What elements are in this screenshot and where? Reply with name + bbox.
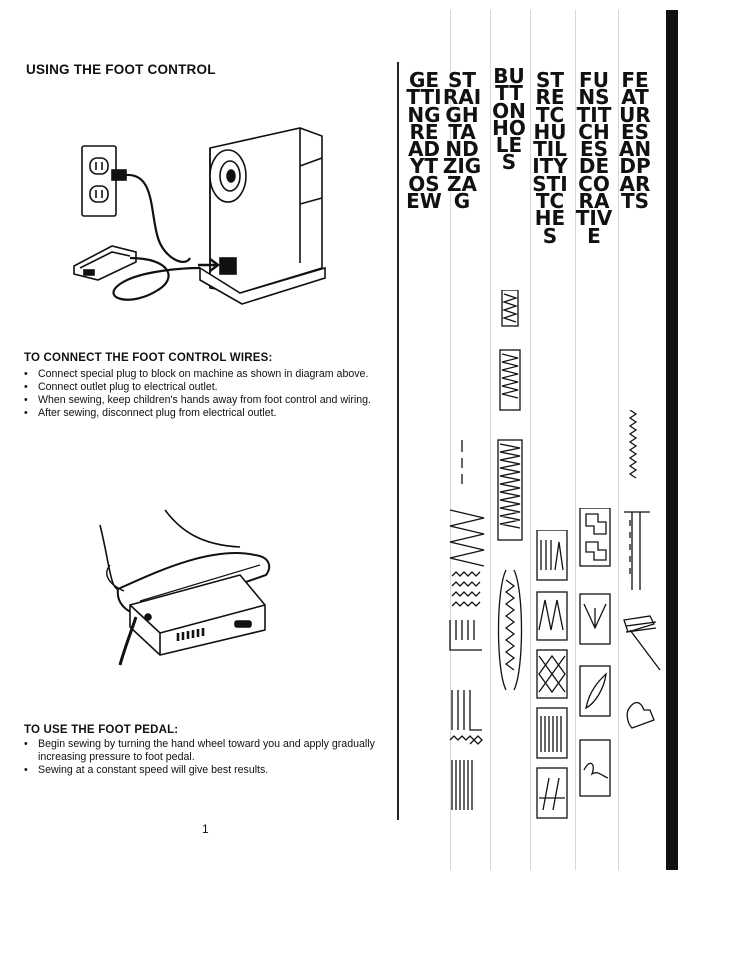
list-item: • Connect special plug to block on machine as shown in diagram above.	[24, 368, 394, 381]
tab-features-and-parts[interactable]: FEATURESANDPARTS	[618, 68, 652, 214]
list-item: • When sewing, keep children's hands away from foot control and wiring.	[24, 394, 394, 407]
list-item: • After sewing, disconnect plug from electrical outlet.	[24, 407, 394, 420]
list-item: • Sewing at a constant speed will give best results.	[24, 764, 394, 777]
tab-stretch-utility-stitches[interactable]: STRETCHUTILITYSTITCHES	[532, 68, 568, 248]
column-divider	[397, 62, 399, 820]
features-samples-icon	[620, 410, 664, 750]
pedal-list	[24, 738, 394, 777]
pedal-heading: TO USE THE FOOT PEDAL:	[24, 724, 179, 736]
list-item: • Connect outlet plug to electrical outlet.	[24, 381, 394, 394]
buttonhole-samples-icon	[492, 290, 528, 710]
zigzag-stitch-samples-icon	[446, 440, 488, 820]
page-number: 1	[202, 822, 209, 836]
tab-buttonholes[interactable]: BUTTONHOLES	[492, 64, 526, 175]
edge-bar	[666, 10, 678, 870]
stretch-stitch-samples-icon	[533, 530, 573, 820]
decorative-stitch-samples-icon	[576, 508, 616, 798]
page-title: USING THE FOOT CONTROL	[26, 62, 216, 77]
foot-pedal-icon	[90, 505, 290, 675]
tab-fun-stitches-decorative[interactable]: FUNSTITCHESDECORATIVE	[575, 68, 613, 248]
tab-getting-ready-to-sew[interactable]: GETTINGREADYTOSEW	[406, 68, 442, 214]
sewing-machine-plug-icon	[60, 118, 360, 318]
tab-straight-and-zigzag[interactable]: STRAIGHTANDZIGZAG	[442, 68, 482, 214]
list-item: • Begin sewing by turning the hand wheel toward you and apply gradually increasing pressure to foot pedal.	[24, 738, 394, 764]
connect-heading: TO CONNECT THE FOOT CONTROL WIRES:	[24, 352, 273, 364]
connect-list	[24, 368, 394, 420]
